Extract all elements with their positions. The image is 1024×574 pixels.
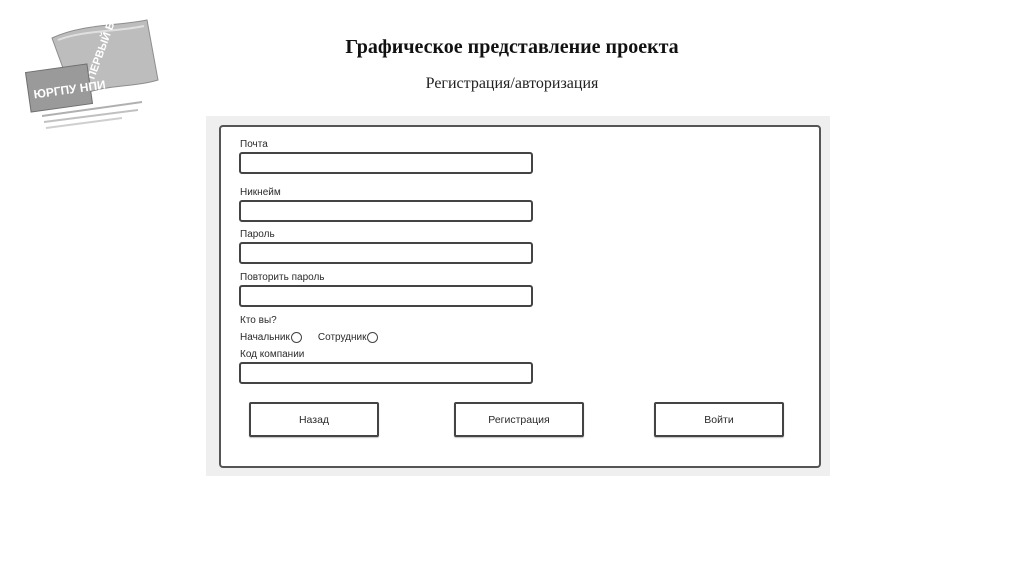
role-option-employee-label: Сотрудник xyxy=(317,331,367,343)
login-button[interactable]: Войти xyxy=(654,402,784,437)
role-question-label: Кто вы? xyxy=(240,315,277,326)
password-label: Пароль xyxy=(240,229,275,240)
register-button[interactable]: Регистрация xyxy=(454,402,584,437)
role-option-boss[interactable] xyxy=(240,332,302,343)
page-subtitle: Регистрация/авторизация xyxy=(425,75,599,92)
nickname-field[interactable] xyxy=(239,200,533,222)
password-field[interactable] xyxy=(239,242,533,264)
logo-badge-text: ЮРГПУ НПИ xyxy=(32,77,107,102)
repeat-password-label: Повторить пароль xyxy=(240,272,325,283)
role-option-boss-radio[interactable] xyxy=(291,332,302,343)
role-option-employee-radio[interactable] xyxy=(367,332,378,343)
nickname-label: Никнейм xyxy=(240,187,281,198)
email-label: Почта xyxy=(240,139,268,150)
repeat-password-field[interactable] xyxy=(239,285,533,307)
role-radio-group xyxy=(240,330,378,344)
role-option-employee[interactable] xyxy=(318,332,379,343)
page-title: Графическое представление проекта xyxy=(345,36,679,58)
company-code-field[interactable] xyxy=(239,362,533,384)
email-field[interactable] xyxy=(239,152,533,174)
role-option-boss-label: Начальник xyxy=(240,331,290,343)
company-code-label: Код компании xyxy=(240,349,305,360)
back-button[interactable]: Назад xyxy=(249,402,379,437)
